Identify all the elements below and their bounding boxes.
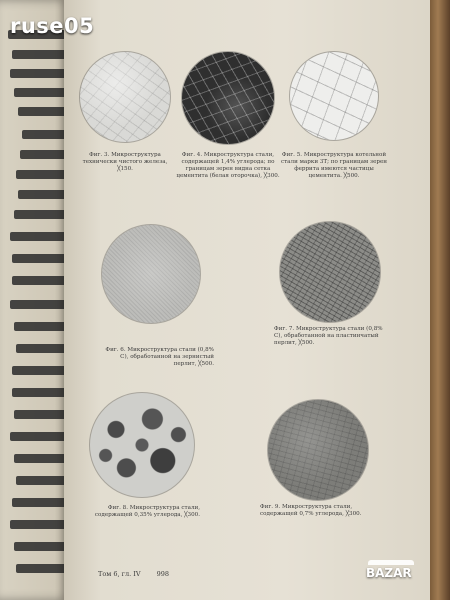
- caption-fig7: Фиг. 7. Микроструктура стали (0,8% С), обработанной на пластинчатый перлит, ╳500.: [274, 326, 383, 346]
- book-cover-edge: [430, 0, 450, 600]
- page-footer: [98, 570, 183, 578]
- micrograph-fig7: [280, 222, 380, 322]
- figure-3: [74, 52, 176, 202]
- caption-fig3: Фиг. 3. Микроструктура технически чистого железа, ╳150.: [82, 152, 168, 172]
- book-page: [64, 0, 432, 600]
- micrograph-fig5: [290, 52, 378, 140]
- micrograph-fig4: [182, 52, 274, 144]
- figure-9: [260, 400, 390, 565]
- figure-7: [274, 222, 394, 392]
- micrograph-fig9: [268, 400, 368, 500]
- figure-4: [176, 52, 278, 202]
- watermark-text: BAZAR: [366, 566, 412, 580]
- figure-6: [102, 225, 242, 395]
- caption-fig6: Фиг. 6. Микроструктура стали (0,8% С), обработанной на зернистый перлит, ╳500.: [105, 347, 214, 367]
- micrograph-fig3: [80, 52, 170, 142]
- footer-volume: Том 6, гл. IV: [98, 570, 141, 578]
- micrograph-fig8: [90, 393, 194, 497]
- brand-logo: ruse05: [10, 14, 95, 38]
- micrograph-fig6: [102, 225, 200, 323]
- page-number: 998: [156, 570, 170, 578]
- caption-fig5: Фиг. 5. Микроструктура котельной стали марки 3Т; по границам зерен феррита имеются частицы цементита. ╳500.: [280, 152, 388, 179]
- figure-5: [278, 52, 388, 202]
- figure-8: [90, 393, 200, 563]
- caption-fig4: Фиг. 4. Микроструктура стали, содержащей 1,4% углерода; по границам зерен видна сетка цементита (белая оторочка), ╳300.: [176, 152, 280, 179]
- watermark-bar: [368, 560, 414, 565]
- caption-fig9: Фиг. 9. Микроструктура стали, содержащей 0,7% углерода, ╳300.: [260, 504, 362, 517]
- bazar-watermark: [366, 566, 412, 580]
- caption-fig8: Фиг. 8. Микроструктура стали, содержащей 0,35% углерода, ╳300.: [94, 505, 200, 518]
